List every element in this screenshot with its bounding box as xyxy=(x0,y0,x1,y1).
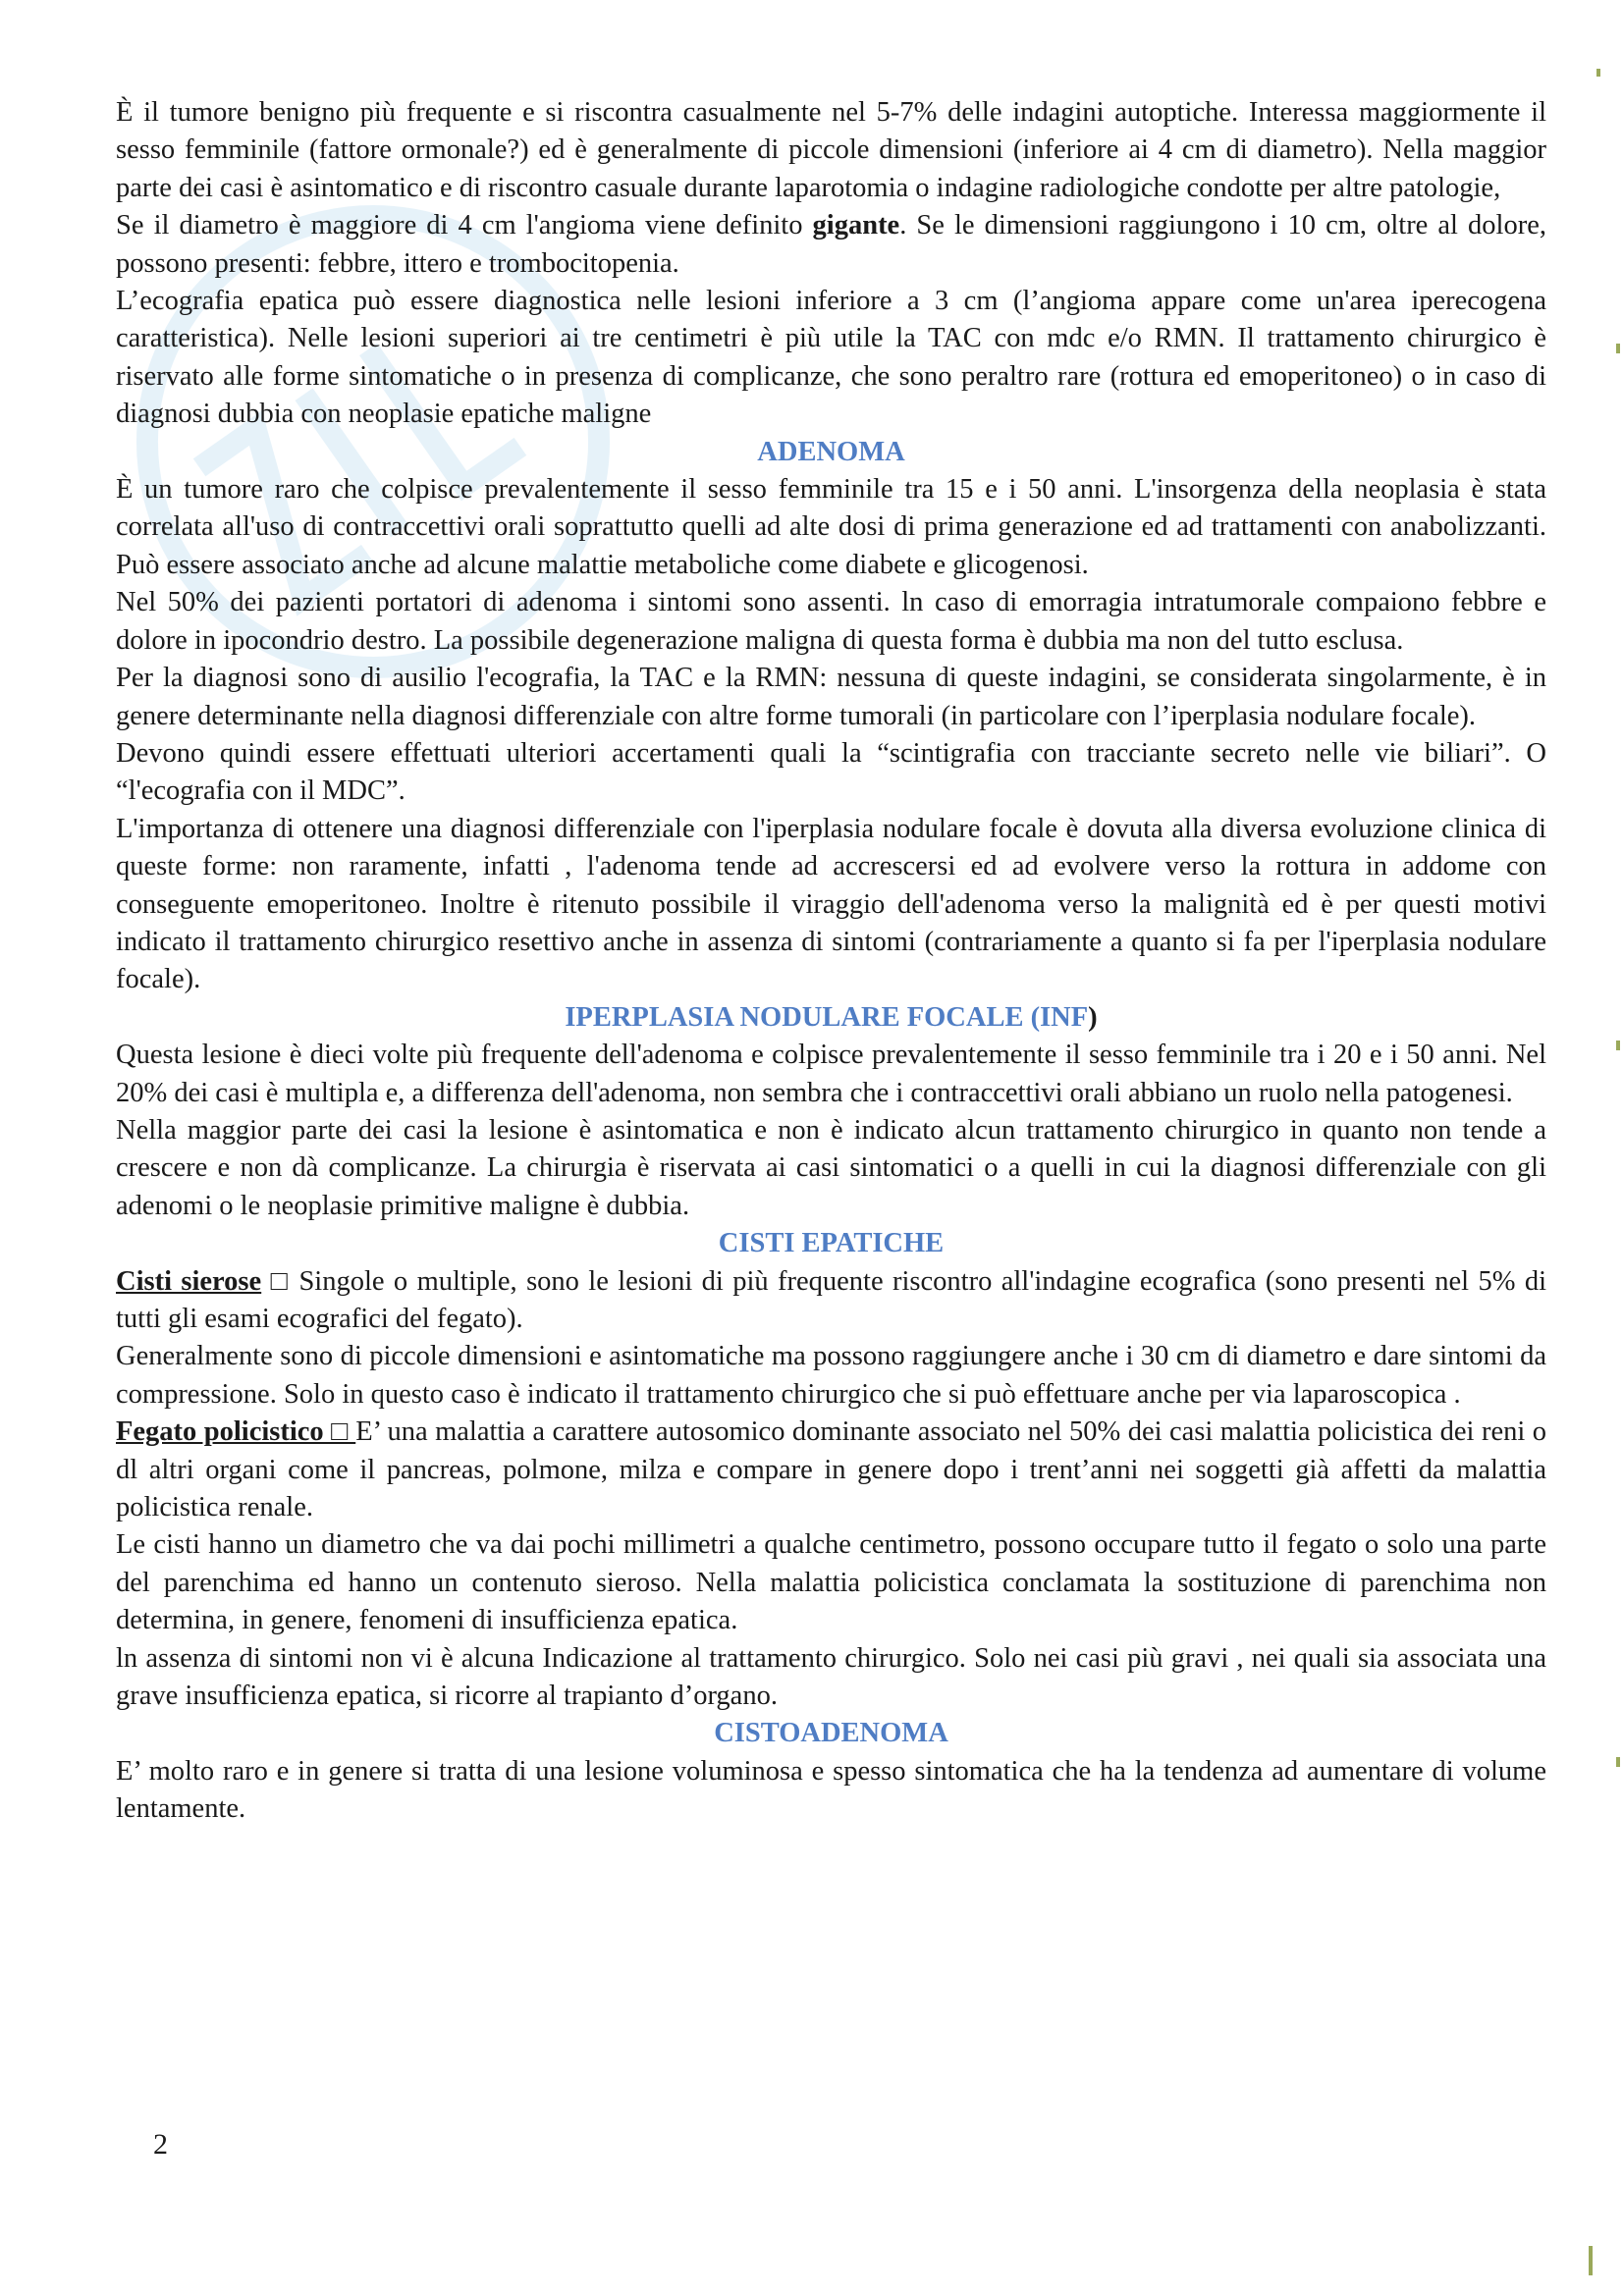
edge-mark xyxy=(1616,1757,1620,1767)
heading-paren: ) xyxy=(1088,1001,1098,1033)
paragraph: Per la diagnosi sono di ausilio l'ecografia, la TAC e la RMN: nessuna di queste indagini, se considerata singolarmente, è in genere determinante nella diagnosi differenziale con altre forme tumorali (in particolare con l’iperplasia nodulare focale). xyxy=(116,663,1546,731)
paragraph: L’ecografia epatica può essere diagnostica nelle lesioni inferiore a 3 cm (l’angioma appare come un'area iperecogena caratteristica). Nelle lesioni superiori ai tre centimetri è più utile la TAC con mdc e/o RMN. Il trattamento chirurgico è riservato alle forme sintomatiche o in presenza di complicanze, che sono peraltro rare (rottura ed emoperitoneo) o in caso di diagnosi dubbia con neoplasie epatiche maligne xyxy=(116,286,1546,430)
paragraph: Nella maggior parte dei casi la lesione è asintomatica e non è indicato alcun trattamento chirurgico in quanto non tende a crescere e non dà complicanze. La chirurgia è riservata ai casi sintomatici o a quelli in cui la diagnosi differenziale con gli adenomi o le neoplasie primitive maligne è dubbia. xyxy=(116,1114,1546,1221)
section-heading-cisti: CISTI EPATICHE xyxy=(718,1228,945,1259)
paragraph: È un tumore raro che colpisce prevalentemente il sesso femminile tra 15 e i 50 anni. L'insorgenza della neoplasia è stata correlata all'uso di contraccettivi orali soprattutto quelli ad alte dosi di prima generazione ed ad trattamenti con anabolizzanti. Può essere associato anche ad alcune malattie metaboliche come diabete e glicogenosi. xyxy=(116,474,1546,580)
paragraph: Questa lesione è dieci volte più frequente dell'adenoma e colpisce prevalentemente il sesso femminile tra i 20 e i 50 anni. Nel 20% dei casi è multipla e, a differenza dell'adenoma, non sembra che i contraccettivi orali abbiano un ruolo nella patogenesi. xyxy=(116,1040,1546,1108)
text-run: Se il diametro è maggiore di 4 cm l'angioma viene definito xyxy=(116,210,813,241)
lead-term-fegato-policistico: Fegato policistico □ xyxy=(116,1416,356,1448)
paragraph: È il tumore benigno più frequente e si riscontra casualmente nel 5-7% delle indagini autoptiche. Interessa maggiormente il sesso femminile (fattore ormonale?) ed è generalmente di piccole dimensioni (inferiore ai 4 cm di diametro). Nella maggior parte dei casi è asintomatico e di riscontro casuale durante laparotomia o indagine radiologiche condotte per altre patologie, xyxy=(116,97,1546,203)
paragraph: ln assenza di sintomi non vi è alcuna Indicazione al trattamento chirurgico. Solo nei casi più gravi , nei quali sia associata una grave insufficienza epatica, si ricorre al trapianto d’organo. xyxy=(116,1642,1546,1712)
section-heading-cistoadenoma: CISTOADENOMA xyxy=(714,1718,948,1749)
bold-term: gigante xyxy=(812,210,900,241)
text-run: . Se le dimensioni raggiungono i 10 cm, oltre al dolore, possono presenti: febbre, ittero e trombocitopenia. xyxy=(116,210,1546,279)
paragraph xyxy=(116,1263,1546,1339)
paragraph xyxy=(116,207,1546,283)
heading-text: IPERPLASIA NODULARE FOCALE (INF xyxy=(565,1001,1089,1033)
edge-mark xyxy=(1616,344,1620,353)
edge-mark xyxy=(1596,69,1600,77)
paragraph xyxy=(116,1414,1546,1526)
edge-mark xyxy=(1589,2246,1593,2275)
paragraph: E’ molto raro e in genere si tratta di una lesione voluminosa e spesso sintomatica che ha la tendenza ad aumentare di volume lentamente. xyxy=(116,1755,1546,1825)
paragraph: Devono quindi essere effettuati ulteriori accertamenti quali la “scintigrafia con tracciante secreto nelle vie biliari”. O “l'ecografia con il MDC”. xyxy=(116,737,1546,807)
text-run: E’ una malattia a carattere autosomico dominante associato nel 50% dei casi malattia policistica dei reni o dl altri organi come il pancreas, polmone, milza e compare in genere dopo i trent’anni nei soggetti già affetti da malattia policistica renale. xyxy=(116,1416,1546,1523)
document-body xyxy=(116,94,1546,1829)
lead-term-cisti-sierose: Cisti sierose xyxy=(116,1265,262,1297)
paragraph: L'importanza di ottenere una diagnosi differenziale con l'iperplasia nodulare focale è dovuta alla diversa evoluzione clinica di queste forme: non raramente, infatti , l'adenoma tende ad accrescersi ed ad evolvere verso la rottura in addome con conseguente emoperitoneo. Inoltre è ritenuto possibile il viraggio dell'adenoma verso la malignità ed è per questi motivi indicato il trattamento chirurgico resettivo anche in assenza di sintomi (contrariamente a quanto si fa per l'iperplasia nodulare focale). xyxy=(116,813,1546,995)
paragraph: Le cisti hanno un diametro che va dai pochi millimetri a qualche centimetro, possono occupare tutto il fegato o solo una parte del parenchima ed hanno un contenuto sieroso. Nella malattia policistica conclamata la sostituzione di parenchima non determina, in genere, fenomeni di insufficienza epatica. xyxy=(116,1529,1546,1636)
paragraph: Generalmente sono di piccole dimensioni e asintomatiche ma possono raggiungere anche i 30 cm di diametro e dare sintomi da compressione. Solo in questo caso è indicato il trattamento chirurgico che si può effettuare anche per via laparoscopica . xyxy=(116,1341,1546,1410)
page-number: 2 xyxy=(153,2128,168,2161)
text-run: □ Singole o multiple, sono le lesioni di più frequente riscontro all'indagine ecografica (sono presenti nel 5% di tutti gli esami ecografici del fegato). xyxy=(116,1265,1546,1334)
section-heading-inf xyxy=(116,999,1546,1037)
section-heading-adenoma: ADENOMA xyxy=(757,436,905,467)
edge-mark xyxy=(1616,1041,1620,1050)
paragraph: Nel 50% dei pazienti portatori di adenoma i sintomi sono assenti. ln caso di emorragia intratumorale compaiono febbre e dolore in ipocondrio destro. La possibile degenerazione maligna di questa forma è dubbia ma non del tutto esclusa. xyxy=(116,587,1546,656)
